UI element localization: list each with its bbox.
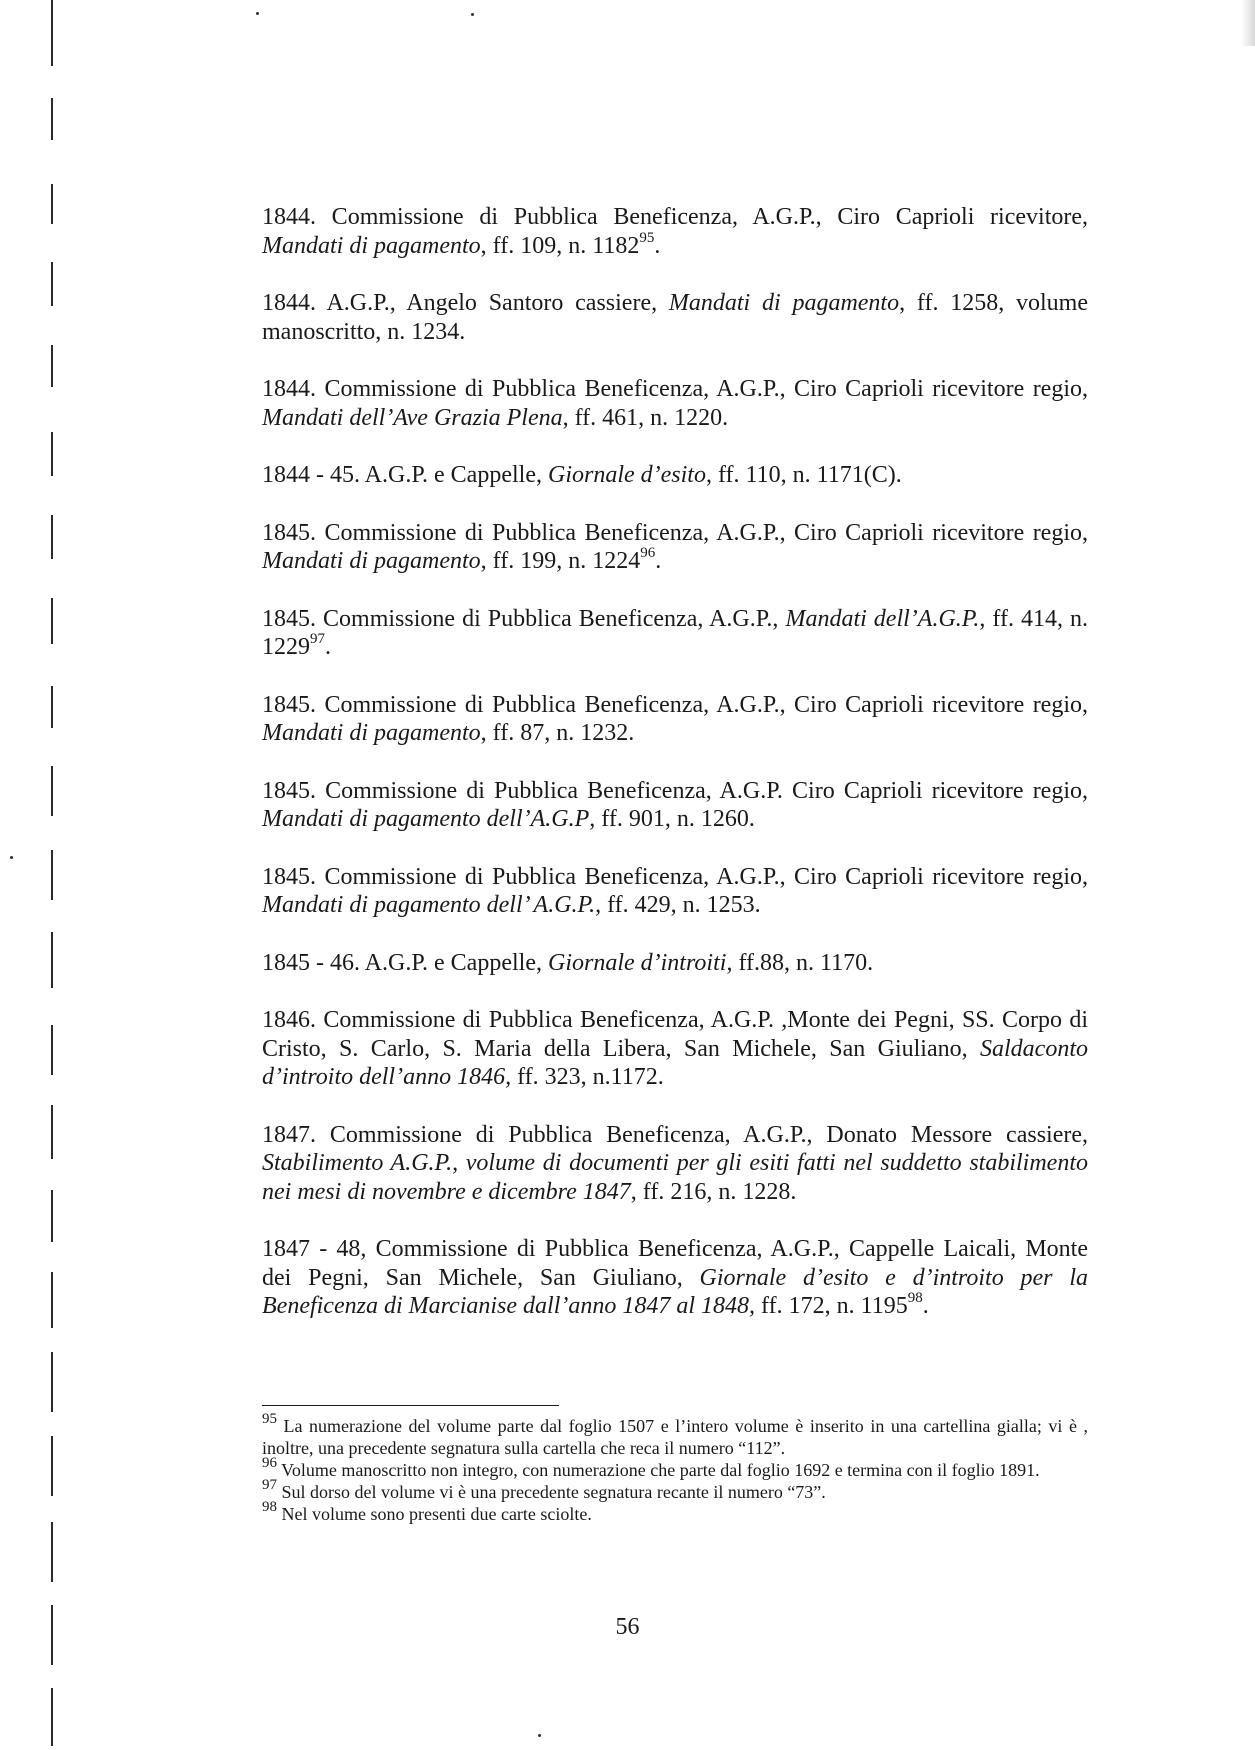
binding-line <box>51 1522 53 1582</box>
binding-line <box>51 686 53 728</box>
entry-text: , ff. 110, n. 1171(C). <box>705 462 902 488</box>
footnote-ref: 95 <box>639 229 655 246</box>
bibliography-entry <box>262 1235 1088 1321</box>
bibliography-entry <box>262 1121 1088 1207</box>
entry-title: Saldaconto d’introito dell’anno 1846, <box>262 1035 1088 1090</box>
entry-text: 1844 - 45. A.G.P. e Cappelle, <box>262 462 548 488</box>
entry-text: . <box>922 1293 929 1319</box>
footnote-number: 96 <box>262 1455 277 1471</box>
page-edge-shadow <box>1241 0 1255 46</box>
entry-text: , ff. 414, n. 1229 <box>262 605 1088 660</box>
entry-title: Giornale d’introiti <box>547 949 727 976</box>
entry-text: 1844. Commissione di Pubblica Beneficenza, A.G.P., Ciro Caprioli ricevitore, <box>262 204 1088 230</box>
entry-text: , ff. 1258, volume manoscritto, n. 1234. <box>262 290 1088 345</box>
entry-title: Giornale d’esito e d’introito per la Beneficenza di Marcianise dall’anno 1847 al 1848, <box>262 1264 1089 1319</box>
binding-line <box>51 184 53 224</box>
bibliography-entry <box>262 289 1088 346</box>
entry-title: Mandati di pagamento, <box>262 548 487 574</box>
entry-text: . <box>325 634 331 660</box>
binding-line <box>51 1688 53 1746</box>
entry-text: , ff.88, n. 1170. <box>726 949 874 976</box>
scan-speck <box>538 1734 541 1737</box>
bibliography-entries <box>262 203 1088 1350</box>
binding-line <box>51 98 53 140</box>
binding-line <box>51 1352 53 1412</box>
binding-line <box>51 0 53 66</box>
bibliography-entry <box>262 863 1088 920</box>
binding-line <box>51 515 53 559</box>
entry-title: Mandati di pagamento dell’A.G.P <box>262 806 590 832</box>
entry-title: Mandati dell’A.G.P. <box>785 605 980 632</box>
entry-text: ff. 172, n. 1195 <box>755 1293 908 1319</box>
scan-speck <box>10 856 13 859</box>
entry-text: 1845. Commissione di Pubblica Beneficenza, A.G.P. Ciro Caprioli ricevitore regio, <box>262 777 1088 804</box>
entry-text: ff. 199, n. 1224 <box>486 548 641 574</box>
footnotes <box>262 1411 1088 1525</box>
entry-title: Mandati di pagamento <box>262 720 481 746</box>
binding-line <box>51 598 53 644</box>
footnote-ref: 97 <box>310 631 325 647</box>
binding-line <box>51 932 53 988</box>
bibliography-entry <box>262 375 1088 432</box>
entry-text: 1847 - 48, Commissione di Pubblica Beneficenza, A.G.P., Cappelle Laicali, Monte dei Pegni, San Michele, San Giuliano, <box>262 1236 1088 1291</box>
bibliography-entry <box>262 1006 1088 1092</box>
binding-line <box>51 766 53 816</box>
entry-text: . <box>654 232 661 259</box>
entry-text: 1846. Commissione di Pubblica Beneficenza, A.G.P. ,Monte dei Pegni, SS. Corpo di Cristo, S. Carlo, S. Maria della Libera, San Michele, San Giuliano, <box>262 1007 1088 1062</box>
bibliography-entry <box>262 777 1088 834</box>
binding-line <box>51 1190 53 1242</box>
binding-line <box>51 345 53 387</box>
binding-line <box>51 1436 53 1496</box>
scan-speck <box>471 13 474 16</box>
entry-text: 1845. Commissione di Pubblica Beneficenza, A.G.P., Ciro Caprioli ricevitore regio, <box>262 863 1088 890</box>
entry-text: , ff. 216, n. 1228. <box>630 1178 797 1205</box>
entry-text: 1844. A.G.P., Angelo Santoro cassiere, <box>262 290 669 316</box>
entry-title: Stabilimento A.G.P., volume di documenti per gli esiti fatti nel suddetto stabilimento nei mesi di novembre e dicembre 1847 <box>262 1150 1088 1205</box>
entry-text: 1844. Commissione di Pubblica Beneficenza, A.G.P., Ciro Caprioli ricevitore regio, <box>262 376 1088 402</box>
entry-text: . <box>655 548 662 574</box>
bibliography-entry <box>262 949 1088 978</box>
entry-text: 1845. Commissione di Pubblica Beneficenza, A.G.P., <box>262 605 786 632</box>
entry-title: Mandati dell’Ave Grazia Plena <box>262 404 563 431</box>
page-number: 56 <box>615 1614 640 1640</box>
entry-text: , ff. 901, n. 1260. <box>589 806 755 832</box>
entry-title: Mandati di pagamento <box>668 290 900 316</box>
bibliography-entry <box>262 605 1088 662</box>
footnote <box>262 1499 1088 1525</box>
binding-line <box>51 850 53 900</box>
binding-line <box>51 1105 53 1159</box>
entry-text: 1845. Commissione di Pubblica Beneficenza, A.G.P., Ciro Caprioli ricevitore regio, <box>262 691 1088 718</box>
entry-title: Giornale d’esito <box>547 462 706 488</box>
scan-speck <box>256 12 259 15</box>
entry-text: , ff. 461, n. 1220. <box>562 404 729 431</box>
entry-text: , ff. 87, n. 1232. <box>480 720 635 746</box>
binding-line <box>51 262 53 306</box>
bibliography-entry <box>262 519 1088 576</box>
footnote-number: 95 <box>262 1411 277 1427</box>
entry-title: Mandati di pagamento <box>262 232 481 259</box>
bibliography-entry <box>262 203 1088 260</box>
entry-title: Mandati di pagamento dell’ A.G.P. <box>262 892 596 918</box>
footnote <box>262 1477 1088 1503</box>
footnote <box>262 1455 1088 1481</box>
bibliography-entry <box>262 461 1088 490</box>
footnote-number: 97 <box>262 1477 277 1493</box>
binding-line <box>51 1272 53 1328</box>
entry-text: 1845 - 46. A.G.P. e Cappelle, <box>262 949 548 976</box>
bibliography-entry <box>262 691 1088 748</box>
footnote-text: Sul dorso del volume vi è una precedente segnatura recante il numero “73”. <box>277 1482 826 1502</box>
footnote-ref: 96 <box>640 545 656 561</box>
footnote-text: Nel volume sono presenti due carte sciolte. <box>277 1504 592 1524</box>
footnote-separator <box>262 1405 559 1406</box>
binding-line <box>51 1025 53 1075</box>
footnote-number: 98 <box>262 1499 277 1515</box>
entry-text: ff. 323, n.1172. <box>511 1064 664 1090</box>
entry-text: 1847. Commissione di Pubblica Beneficenza, A.G.P., Donato Messore cassiere, <box>262 1121 1088 1148</box>
binding-line <box>51 432 53 476</box>
footnote <box>262 1411 1088 1459</box>
footnote-ref: 98 <box>907 1290 923 1306</box>
entry-text: , ff. 109, n. 1182 <box>480 232 640 259</box>
footnote-text: La numerazione del volume parte dal foglio 1507 e l’intero volume è inserito in una cartellina gialla; vi è , inoltre, una precedente segnatura sulla cartella che reca il numero “112”. <box>262 1416 1088 1458</box>
footnote-text: Volume manoscritto non integro, con numerazione che parte dal foglio 1692 e termina con il foglio 1891. <box>277 1460 1040 1480</box>
entry-text: 1845. Commissione di Pubblica Beneficenza, A.G.P., Ciro Caprioli ricevitore regio, <box>262 519 1088 546</box>
entry-text: , ff. 429, n. 1253. <box>595 892 761 918</box>
